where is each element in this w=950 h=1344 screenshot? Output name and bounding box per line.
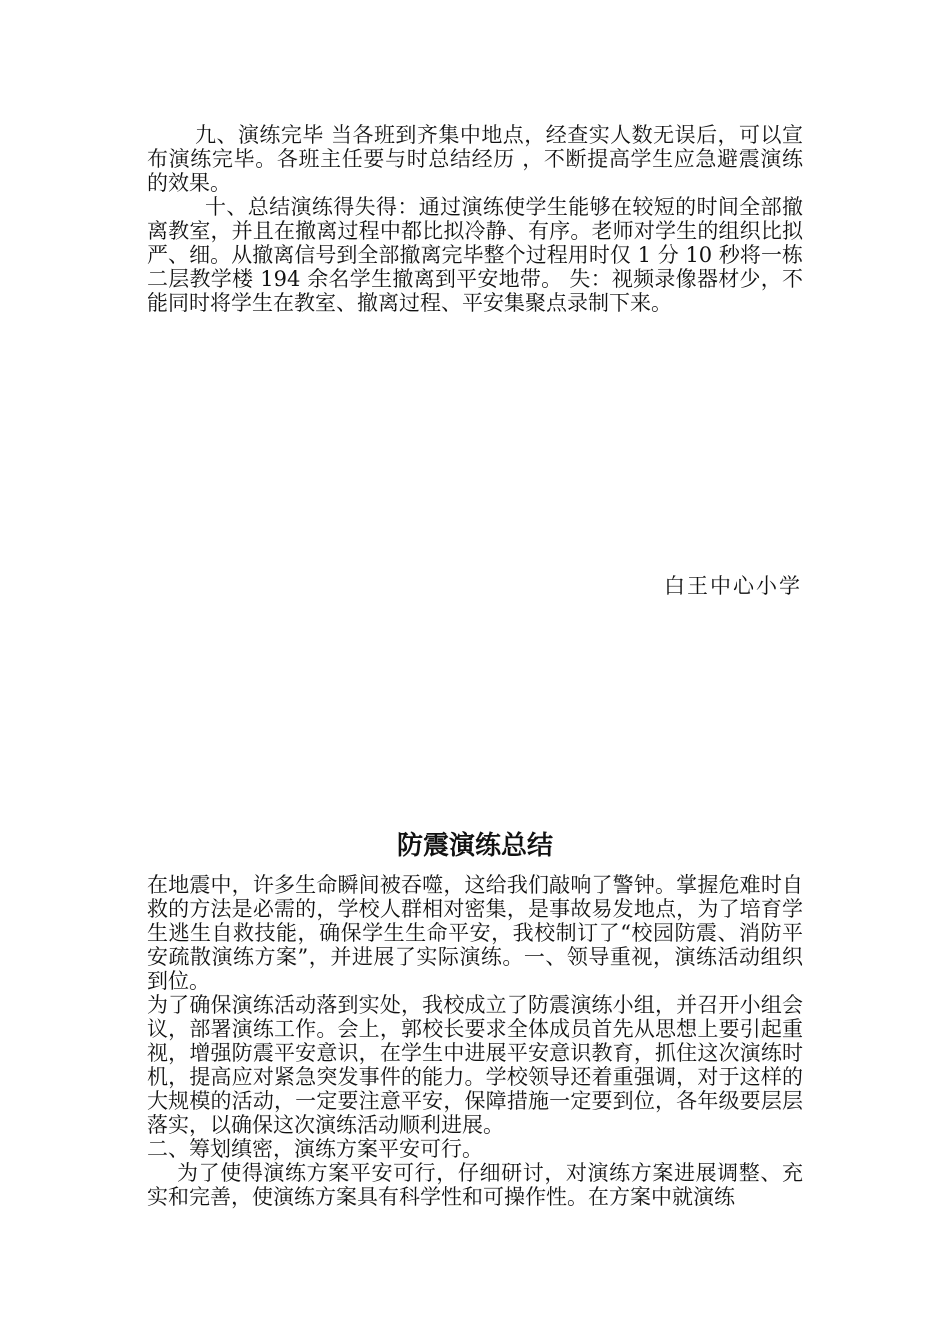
document-title: 防震演练总结 bbox=[396, 831, 553, 861]
paragraph-organization: 为了确保演练活动落到实处，我校成立了防震演练小组，并召开小组会议，部署演练工作。会上，郭校长要求全体成员首先从思想上要引起重视，增强防震平安意识，在学生中进展平安意识教育，抓住这次演练时机，提高应对紧急突发事件的能力。学校领导还着重强调，对于这样的大规模的活动，一定要注意平安，保障措施一定要到位，各年级要层层落实，以确保这次演练活动顺利进展。 bbox=[147, 993, 803, 1137]
document-body bbox=[147, 873, 803, 1209]
school-signature: 白王中心小学 bbox=[664, 574, 802, 598]
paragraph-planning: 为了使得演练方案平安可行，仔细研讨，对演练方案进展调整、充实和完善，使演练方案具有科学性和可操作性。在方案中就演练 bbox=[147, 1161, 803, 1209]
summary-continuation bbox=[147, 123, 803, 315]
paragraph-drill-complete: 九、演练完毕 当各班到齐集中地点，经查实人数无误后，可以宣布演练完毕。各班主任要与时总结经历 ，不断提高学生应急避震演练的效果。 bbox=[147, 123, 803, 195]
paragraph-drill-gains-losses: 十、总结演练得失得：通过演练使学生能够在较短的时间全部撤离教室，并且在撤离过程中都比拟冷静、有序。老师对学生的组织比拟严、细。从撤离信号到全部撤离完毕整个过程用时仅 1 分 10 秒将一栋二层教学楼 194 余名学生撤离到平安地带。 失：视频录像器材少，不能同时将学生在教室、撤离过程、平安集聚点录制下来。 bbox=[147, 195, 803, 315]
paragraph-intro: 在地震中，许多生命瞬间被吞噬，这给我们敲响了警钟。掌握危难时自救的方法是必需的，学校人群相对密集，是事故易发地点，为了培育学生逃生自救技能，确保学生生命平安，我校制订了“校园防震、消防平安疏散演练方案”，并进展了实际演练。一、领导重视，演练活动组织到位。 bbox=[147, 873, 803, 993]
paragraph-heading-planning: 二、筹划缜密，演练方案平安可行。 bbox=[147, 1137, 483, 1161]
